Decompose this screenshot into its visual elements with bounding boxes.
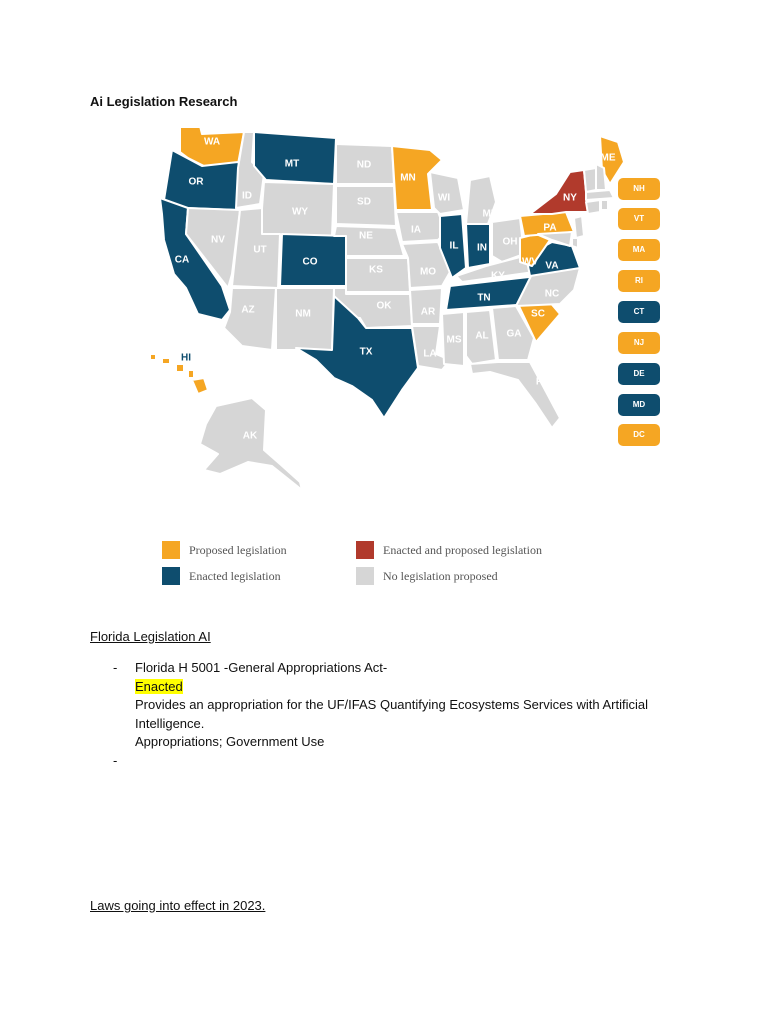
state-fl — [470, 362, 560, 428]
bill-status-highlight: Enacted — [135, 678, 183, 694]
state-label-ut: UT — [253, 244, 267, 256]
svg-text:MA: MA — [632, 245, 646, 255]
chip-ct — [618, 301, 660, 323]
legend-label: Enacted and proposed legislation — [383, 542, 542, 557]
svg-text:NJ: NJ — [633, 338, 645, 348]
state-label-nv: NV — [211, 234, 225, 246]
state-label-mi: MI — [482, 208, 494, 220]
state-label-tn: TN — [477, 292, 491, 304]
state-ak — [200, 398, 302, 490]
legend-item-enacted-and-proposed — [356, 541, 542, 559]
state-nj — [574, 216, 584, 238]
state-label-in: IN — [477, 242, 487, 254]
document-title: Ai Legislation Research — [90, 94, 238, 109]
state-label-il: IL — [449, 240, 459, 252]
state-label-wy: WY — [291, 206, 309, 218]
state-label-ga: GA — [506, 328, 522, 340]
state-label-ar: AR — [420, 306, 436, 318]
svg-text:RI: RI — [635, 276, 643, 286]
florida-bill-list — [113, 659, 653, 770]
state-az — [224, 288, 276, 350]
svg-text:NH: NH — [633, 184, 645, 194]
legend-label: Enacted legislation — [189, 568, 281, 583]
state-ia — [396, 212, 446, 242]
small-state-chips — [618, 178, 660, 446]
state-label-me: ME — [600, 152, 616, 164]
svg-text:MD: MD — [632, 400, 646, 410]
list-item — [113, 659, 653, 752]
state-label-ne: NE — [359, 230, 373, 242]
chip-ma — [618, 239, 660, 261]
legend-swatch — [162, 541, 180, 559]
state-ny — [530, 170, 588, 214]
chip-vt — [618, 208, 660, 230]
state-label-sd: SD — [357, 196, 371, 208]
state-label-nd: ND — [356, 159, 372, 171]
legend-swatch — [356, 567, 374, 585]
state-label-mo: MO — [419, 266, 437, 278]
state-label-oh: OH — [502, 236, 518, 248]
svg-text:DC: DC — [633, 430, 645, 440]
state-label-ks: KS — [369, 264, 383, 276]
state-de — [572, 238, 578, 248]
state-label-hi: HI — [181, 352, 191, 364]
legend-label: No legislation proposed — [383, 568, 498, 583]
chip-nj — [618, 332, 660, 354]
state-label-ms: MS — [446, 334, 462, 346]
state-ri — [601, 200, 608, 210]
state-label-ky: KY — [491, 270, 505, 282]
state-label-al: AL — [475, 330, 489, 342]
state-ct — [586, 200, 600, 214]
state-label-la: LA — [423, 348, 437, 360]
state-label-wv: WV — [521, 256, 539, 268]
state-label-ia: IA — [411, 224, 421, 236]
state-label-ak: AK — [242, 430, 258, 442]
state-label-ny: NY — [563, 192, 577, 204]
svg-text:DE: DE — [633, 369, 645, 379]
legend-item-proposed — [162, 541, 287, 559]
legend-item-enacted — [162, 567, 281, 585]
list-bullet: - — [113, 660, 118, 675]
state-label-az: AZ — [241, 304, 255, 316]
state-label-or: OR — [188, 176, 204, 188]
state-label-ok: OK — [376, 300, 392, 312]
legend-swatch — [356, 541, 374, 559]
state-label-nm: NM — [295, 308, 311, 320]
section-heading-laws-2023: Laws going into effect in 2023. — [90, 898, 266, 913]
bill-tags: Appropriations; Government Use — [135, 734, 325, 749]
section-heading-florida: Florida Legislation AI — [90, 629, 211, 644]
state-label-ca: CA — [174, 254, 190, 266]
state-label-tx: TX — [359, 346, 373, 358]
chip-nh — [618, 178, 660, 200]
state-label-pa: PA — [543, 222, 557, 234]
state-ma — [586, 190, 614, 200]
state-label-nc: NC — [544, 288, 560, 300]
chip-de — [618, 363, 660, 385]
state-vt — [584, 168, 596, 192]
state-hi — [150, 354, 208, 394]
chip-md — [618, 394, 660, 416]
bill-description: Provides an appropriation for the UF/IFAS Quantifying Ecosystems Services with Artificial Intelligence. — [135, 697, 648, 731]
state-label-va: VA — [545, 260, 559, 272]
us-legislation-map — [140, 128, 670, 498]
chip-dc — [618, 424, 660, 446]
state-label-id: ID — [242, 190, 252, 202]
list-bullet: - — [113, 752, 118, 768]
map-legend — [162, 541, 582, 591]
state-label-wi: WI — [437, 192, 451, 204]
state-nh — [596, 164, 606, 190]
state-label-co: CO — [302, 256, 318, 268]
legend-swatch — [162, 567, 180, 585]
list-item — [113, 752, 653, 771]
chip-ri — [618, 270, 660, 292]
svg-text:CT: CT — [633, 307, 645, 317]
legend-item-none — [356, 567, 498, 585]
state-label-mn: MN — [400, 172, 416, 184]
state-label-mt: MT — [284, 158, 300, 170]
legend-label: Proposed legislation — [189, 542, 287, 557]
state-label-sc: SC — [531, 308, 545, 320]
bill-title: Florida H 5001 -General Appropriations Act- — [135, 660, 388, 675]
svg-text:VT: VT — [633, 214, 645, 224]
state-label-fl: FL — [535, 376, 549, 388]
state-label-wa: WA — [203, 136, 221, 148]
